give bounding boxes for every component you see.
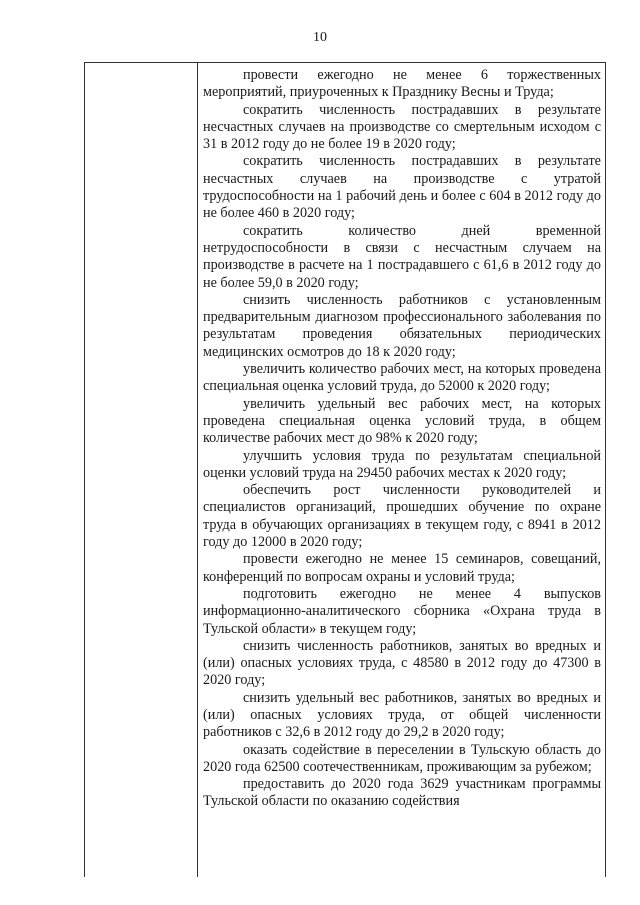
paragraph: увеличить удельный вес рабочих мест, на которых проведена специальная оценка условий труда, в общем количестве рабочих мест до 98% к 2020 году; bbox=[203, 395, 601, 447]
paragraph: снизить численность работников, занятых во вредных и (или) опасных условиях труда, с 48580 в 2012 году до 47300 в 2020 году; bbox=[203, 637, 601, 689]
paragraph: увеличить количество рабочих мест, на которых проведена специальная оценка условий труда, до 52000 к 2020 году; bbox=[203, 361, 601, 395]
paragraph: предоставить до 2020 года 3629 участникам программы Тульской области по оказанию содействия bbox=[203, 776, 601, 810]
paragraph: подготовить ежегодно не менее 4 выпусков информационно-аналитического сборника «Охрана труда в Тульской области» в текущем году; bbox=[203, 585, 601, 637]
paragraph: сократить численность пострадавших в результате несчастных случаев на производстве со смертельным исходом с 31 в 2012 году до не более 19 в 2020 году; bbox=[203, 101, 601, 153]
paragraph: улучшить условия труда по результатам специальной оценки условий труда на 29450 рабочих местах к 2020 году; bbox=[203, 447, 601, 481]
table-right-cell bbox=[203, 67, 601, 811]
paragraph: обеспечить рост численности руководителей и специалистов организаций, прошедших обучение по охране труда в обучающих организациях в текущем году, с 8941 в 2012 году до 12000 в 2020 году; bbox=[203, 482, 601, 551]
column-divider bbox=[197, 63, 198, 877]
page-number: 10 bbox=[313, 30, 327, 45]
paragraph: провести ежегодно не менее 15 семинаров, совещаний, конференций по вопросам охраны и условий труда; bbox=[203, 551, 601, 585]
paragraph: сократить количество дней временной нетрудоспособности в связи с несчастным случаем на производстве в расчете на 1 пострадавшего с 61,6 в 2012 году до не более 59,0 в 2020 году; bbox=[203, 222, 601, 291]
paragraph: снизить удельный вес работников, занятых во вредных и (или) опасных условиях труда, от общей численности работников с 32,6 в 2012 году до 29,2 в 2020 году; bbox=[203, 689, 601, 741]
paragraph: оказать содействие в переселении в Тульскую область до 2020 года 62500 соотечественникам, проживающим за рубежом; bbox=[203, 741, 601, 775]
paragraph: провести ежегодно не менее 6 торжественных мероприятий, приуроченных к Празднику Весны и Труда; bbox=[203, 67, 601, 101]
table-left-cell bbox=[85, 63, 197, 877]
paragraph: снизить численность работников с установленным предварительным диагнозом профессионального заболевания по результатам проведения обязательных периодических медицинских осмотров до 18 к 2020 году; bbox=[203, 291, 601, 360]
document-table bbox=[84, 62, 606, 877]
paragraph: сократить численность пострадавших в результате несчастных случаев на производстве с утратой трудоспособности на 1 рабочий день и более с 604 в 2012 году до не более 460 в 2020 году; bbox=[203, 153, 601, 222]
